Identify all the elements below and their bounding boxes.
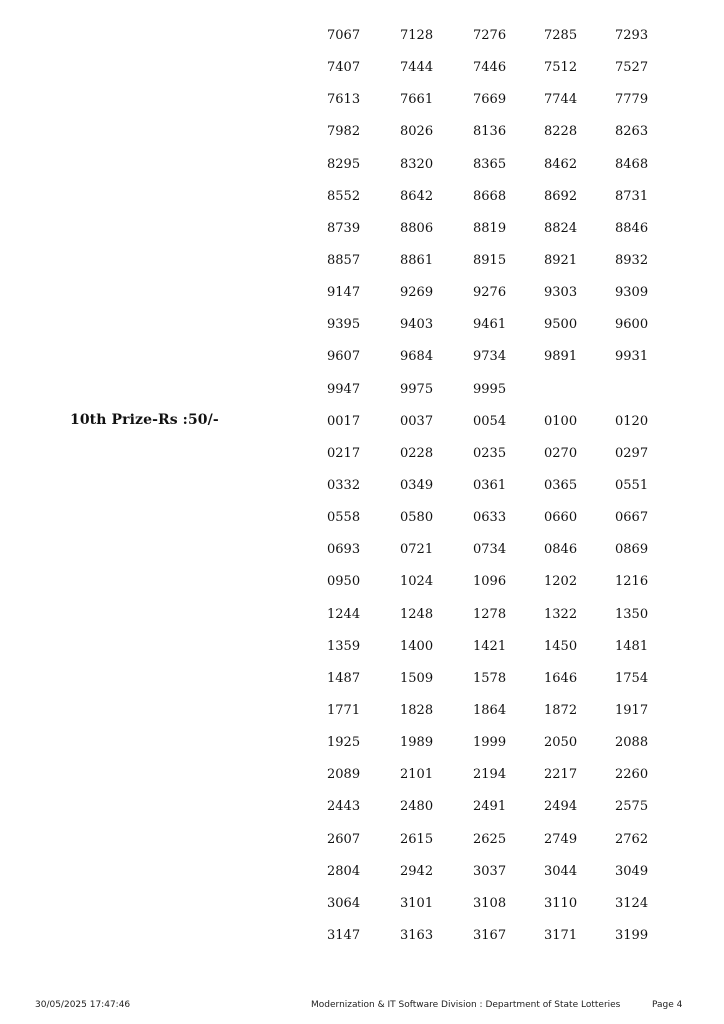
footer-organization: Modernization & IT Software Division : Department of State Lotteries bbox=[311, 1000, 621, 1010]
ticket-number: 2089 bbox=[327, 767, 361, 783]
ticket-number: 9684 bbox=[400, 349, 434, 365]
ticket-number: 7779 bbox=[615, 92, 649, 108]
ticket-number: 7128 bbox=[400, 28, 434, 43]
prize-label: 10th Prize-Rs :50/- bbox=[70, 412, 219, 428]
ticket-number: 0846 bbox=[544, 542, 578, 558]
ticket-number: 1350 bbox=[615, 606, 649, 622]
ticket-number: 7067 bbox=[327, 28, 361, 43]
ticket-number: 3163 bbox=[400, 927, 434, 943]
ticket-number: 0551 bbox=[615, 477, 649, 493]
ticket-number: 7669 bbox=[473, 92, 507, 108]
ticket-number: 2480 bbox=[400, 799, 434, 815]
ticket-number: 9147 bbox=[327, 285, 361, 301]
number-row bbox=[327, 220, 687, 252]
ticket-number: 7276 bbox=[473, 28, 507, 43]
ticket-number: 8921 bbox=[544, 252, 578, 268]
ticket-number: 3110 bbox=[544, 895, 578, 911]
ticket-number: 8552 bbox=[327, 188, 361, 204]
ticket-number: 1024 bbox=[400, 574, 434, 590]
ticket-number: 9303 bbox=[544, 285, 578, 301]
ticket-number: 9309 bbox=[615, 285, 649, 301]
ticket-number: 8932 bbox=[615, 252, 649, 268]
ticket-number: 1278 bbox=[473, 606, 507, 622]
ticket-number: 7293 bbox=[615, 28, 649, 43]
ticket-number: 1925 bbox=[327, 735, 361, 751]
ticket-number: 1771 bbox=[327, 702, 361, 718]
ticket-number: 1202 bbox=[544, 574, 578, 590]
ticket-number: 2942 bbox=[400, 863, 434, 879]
number-row bbox=[327, 91, 687, 123]
ticket-number: 1999 bbox=[473, 735, 507, 751]
footer-timestamp: 30/05/2025 17:47:46 bbox=[35, 1000, 131, 1010]
ticket-number: 9975 bbox=[400, 381, 434, 397]
ticket-number: 9276 bbox=[473, 285, 507, 301]
ticket-number: 1400 bbox=[400, 638, 434, 654]
ticket-number: 1754 bbox=[615, 670, 649, 686]
ticket-number: 0228 bbox=[400, 445, 434, 461]
ticket-number: 9947 bbox=[327, 381, 361, 397]
ticket-number: 1096 bbox=[473, 574, 507, 590]
number-row bbox=[327, 252, 687, 284]
ticket-number: 1450 bbox=[544, 638, 578, 654]
number-row bbox=[327, 670, 687, 702]
ticket-number: 8846 bbox=[615, 220, 649, 236]
number-row bbox=[327, 156, 687, 188]
ticket-number: 7444 bbox=[400, 60, 434, 76]
ticket-number: 0349 bbox=[400, 477, 434, 493]
ticket-number: 0235 bbox=[473, 445, 507, 461]
ticket-number: 9891 bbox=[544, 349, 578, 365]
ticket-number: 0120 bbox=[615, 413, 649, 429]
ticket-number: 8739 bbox=[327, 220, 361, 236]
ticket-number: 2804 bbox=[327, 863, 361, 879]
ticket-number: 1421 bbox=[473, 638, 507, 654]
number-row bbox=[327, 734, 687, 766]
ticket-number: 3199 bbox=[615, 927, 649, 943]
ticket-number: 8692 bbox=[544, 188, 578, 204]
ticket-number: 7613 bbox=[327, 92, 361, 108]
ticket-number: 0270 bbox=[544, 445, 578, 461]
ticket-number: 8365 bbox=[473, 156, 507, 172]
ticket-number: 0950 bbox=[327, 574, 361, 590]
ticket-number: 2101 bbox=[400, 767, 434, 783]
ticket-number: 0558 bbox=[327, 510, 361, 526]
ticket-number: 1248 bbox=[400, 606, 434, 622]
number-row bbox=[327, 863, 687, 895]
ticket-number: 1322 bbox=[544, 606, 578, 622]
ticket-number: 9931 bbox=[615, 349, 649, 365]
ticket-number: 7744 bbox=[544, 92, 578, 108]
ticket-number: 8468 bbox=[615, 156, 649, 172]
ticket-number: 8668 bbox=[473, 188, 507, 204]
ticket-number: 8462 bbox=[544, 156, 578, 172]
ticket-number: 3124 bbox=[615, 895, 649, 911]
ticket-number: 9600 bbox=[615, 317, 649, 333]
ticket-number: 1917 bbox=[615, 702, 649, 718]
ticket-number: 2494 bbox=[544, 799, 578, 815]
number-row bbox=[327, 381, 687, 413]
number-row bbox=[327, 766, 687, 798]
ticket-number: 3167 bbox=[473, 927, 507, 943]
number-row bbox=[327, 284, 687, 316]
ticket-number: 0580 bbox=[400, 510, 434, 526]
ticket-number: 9395 bbox=[327, 317, 361, 333]
number-row bbox=[327, 445, 687, 477]
number-row bbox=[327, 798, 687, 830]
ticket-number: 2050 bbox=[544, 735, 578, 751]
ticket-number: 2491 bbox=[473, 799, 507, 815]
ticket-number: 8026 bbox=[400, 124, 434, 140]
ticket-number: 0693 bbox=[327, 542, 361, 558]
ticket-number: 8806 bbox=[400, 220, 434, 236]
ticket-number: 1872 bbox=[544, 702, 578, 718]
number-row bbox=[327, 573, 687, 605]
number-row bbox=[327, 59, 687, 91]
ticket-number: 7446 bbox=[473, 60, 507, 76]
number-grid bbox=[327, 27, 687, 959]
number-row bbox=[327, 509, 687, 541]
ticket-number: 8824 bbox=[544, 220, 578, 236]
ticket-number: 3064 bbox=[327, 895, 361, 911]
ticket-number: 3101 bbox=[400, 895, 434, 911]
number-row bbox=[327, 638, 687, 670]
ticket-number: 9269 bbox=[400, 285, 434, 301]
ticket-number: 0217 bbox=[327, 445, 361, 461]
ticket-number: 0297 bbox=[615, 445, 649, 461]
number-row bbox=[327, 316, 687, 348]
ticket-number: 1646 bbox=[544, 670, 578, 686]
number-row bbox=[327, 541, 687, 573]
ticket-number: 8857 bbox=[327, 252, 361, 268]
ticket-number: 2575 bbox=[615, 799, 649, 815]
ticket-number: 0721 bbox=[400, 542, 434, 558]
ticket-number: 2217 bbox=[544, 767, 578, 783]
ticket-number: 1578 bbox=[473, 670, 507, 686]
ticket-number: 8136 bbox=[473, 124, 507, 140]
ticket-number: 8263 bbox=[615, 124, 649, 140]
ticket-number: 2088 bbox=[615, 735, 649, 751]
ticket-number: 1828 bbox=[400, 702, 434, 718]
number-row bbox=[327, 188, 687, 220]
ticket-number: 8731 bbox=[615, 188, 649, 204]
ticket-number: 0332 bbox=[327, 477, 361, 493]
ticket-number: 2749 bbox=[544, 831, 578, 847]
ticket-number: 1487 bbox=[327, 670, 361, 686]
ticket-number: 9500 bbox=[544, 317, 578, 333]
ticket-number: 3037 bbox=[473, 863, 507, 879]
number-row bbox=[327, 27, 687, 59]
ticket-number: 8320 bbox=[400, 156, 434, 172]
ticket-number: 7285 bbox=[544, 28, 578, 43]
ticket-number: 0633 bbox=[473, 510, 507, 526]
ticket-number: 2762 bbox=[615, 831, 649, 847]
ticket-number: 3049 bbox=[615, 863, 649, 879]
ticket-number: 9734 bbox=[473, 349, 507, 365]
number-row bbox=[327, 606, 687, 638]
ticket-number: 9403 bbox=[400, 317, 434, 333]
ticket-number: 0869 bbox=[615, 542, 649, 558]
ticket-number: 0037 bbox=[400, 413, 434, 429]
ticket-number: 0734 bbox=[473, 542, 507, 558]
ticket-number: 8861 bbox=[400, 252, 434, 268]
ticket-number: 3147 bbox=[327, 927, 361, 943]
ticket-number: 2625 bbox=[473, 831, 507, 847]
ticket-number: 7512 bbox=[544, 60, 578, 76]
ticket-number: 1864 bbox=[473, 702, 507, 718]
ticket-number: 0054 bbox=[473, 413, 507, 429]
ticket-number: 2443 bbox=[327, 799, 361, 815]
ticket-number: 0660 bbox=[544, 510, 578, 526]
ticket-number: 0361 bbox=[473, 477, 507, 493]
ticket-number: 9461 bbox=[473, 317, 507, 333]
ticket-number: 1244 bbox=[327, 606, 361, 622]
ticket-number: 3044 bbox=[544, 863, 578, 879]
ticket-number: 7407 bbox=[327, 60, 361, 76]
ticket-number: 1216 bbox=[615, 574, 649, 590]
footer-page-number: Page 4 bbox=[652, 1000, 683, 1010]
ticket-number: 9607 bbox=[327, 349, 361, 365]
ticket-number: 7527 bbox=[615, 60, 649, 76]
number-row bbox=[327, 348, 687, 380]
ticket-number: 0100 bbox=[544, 413, 578, 429]
ticket-number: 7982 bbox=[327, 124, 361, 140]
ticket-number: 0667 bbox=[615, 510, 649, 526]
ticket-number: 3108 bbox=[473, 895, 507, 911]
ticket-number: 3171 bbox=[544, 927, 578, 943]
number-row bbox=[327, 702, 687, 734]
ticket-number: 2615 bbox=[400, 831, 434, 847]
ticket-number: 2194 bbox=[473, 767, 507, 783]
ticket-number: 2260 bbox=[615, 767, 649, 783]
ticket-number: 1481 bbox=[615, 638, 649, 654]
ticket-number: 2607 bbox=[327, 831, 361, 847]
ticket-number: 8228 bbox=[544, 124, 578, 140]
ticket-number: 9995 bbox=[473, 381, 507, 397]
ticket-number: 0365 bbox=[544, 477, 578, 493]
number-row bbox=[327, 831, 687, 863]
number-row bbox=[327, 413, 687, 445]
ticket-number: 7661 bbox=[400, 92, 434, 108]
number-row bbox=[327, 895, 687, 927]
number-row bbox=[327, 477, 687, 509]
ticket-number: 8915 bbox=[473, 252, 507, 268]
page-footer bbox=[0, 1000, 724, 1014]
ticket-number: 1359 bbox=[327, 638, 361, 654]
ticket-number: 8642 bbox=[400, 188, 434, 204]
ticket-number: 1509 bbox=[400, 670, 434, 686]
ticket-number: 8295 bbox=[327, 156, 361, 172]
number-row bbox=[327, 123, 687, 155]
ticket-number: 1989 bbox=[400, 735, 434, 751]
number-row bbox=[327, 927, 687, 959]
ticket-number: 0017 bbox=[327, 413, 361, 429]
ticket-number: 8819 bbox=[473, 220, 507, 236]
